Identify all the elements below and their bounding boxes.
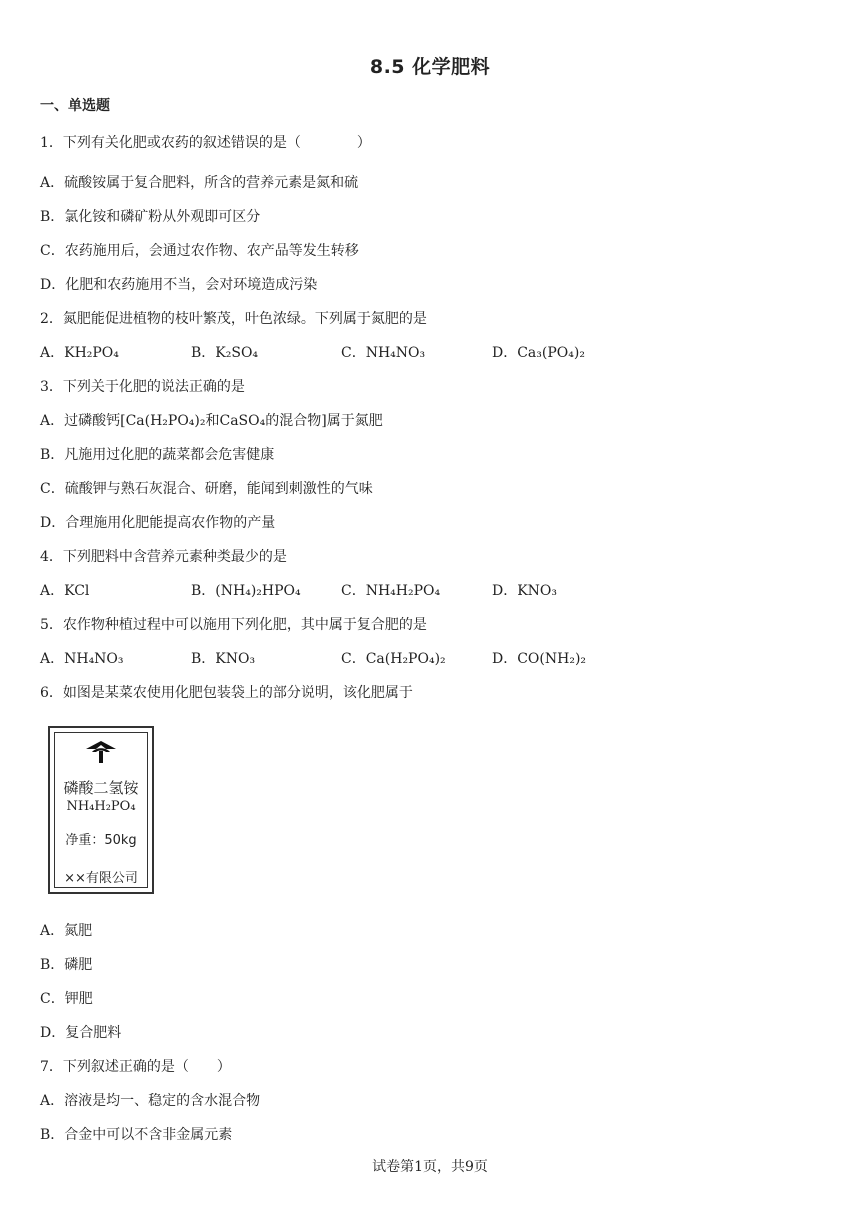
question-4-option-c: C．NH₄H₂PO₄ xyxy=(341,583,441,599)
question-5-option-a: A．NH₄NO₃ xyxy=(40,651,124,667)
question-3-option-a: A．过磷酸钙[Ca(H₂PO₄)₂和CaSO₄的混合物]属于氮肥 xyxy=(40,413,383,429)
question-1-option-d: D．化肥和农药施用不当，会对环境造成污染 xyxy=(40,277,318,293)
question-7-option-a: A．溶液是均一、稳定的含水混合物 xyxy=(40,1093,261,1109)
question-4-option-b: B．(NH₄)₂HPO₄ xyxy=(191,583,301,599)
fertilizer-label-image xyxy=(48,726,154,894)
question-3-option-b: B．凡施用过化肥的蔬菜都会危害健康 xyxy=(40,447,275,463)
label-product-name: 磷酸二氢铵 xyxy=(63,779,139,797)
section-heading: 一、单选题 xyxy=(40,98,110,114)
question-5-option-c: C．Ca(H₂PO₄)₂ xyxy=(341,651,446,667)
question-2-stem: 2．氮肥能促进植物的枝叶繁茂，叶色浓绿。下列属于氮肥的是 xyxy=(40,311,427,327)
question-7-option-b: B．合金中可以不含非金属元素 xyxy=(40,1127,233,1143)
question-6-option-c: C．钾肥 xyxy=(40,991,93,1007)
question-4-option-a: A．KCl xyxy=(40,583,90,599)
question-3-option-c: C．硫酸钾与熟石灰混合、研磨，能闻到刺激性的气味 xyxy=(40,481,373,497)
page-title: 8.5 化学肥料 xyxy=(369,56,491,78)
question-2-option-c: C．NH₄NO₃ xyxy=(341,345,426,361)
question-2-option-a: A．KH₂PO₄ xyxy=(40,345,119,361)
question-7-stem: 7．下列叙述正确的是（ ） xyxy=(40,1059,231,1075)
question-1-option-c: C．农药施用后，会通过农作物、农产品等发生转移 xyxy=(40,243,359,259)
question-4-option-d: D．KNO₃ xyxy=(492,583,558,599)
question-2-option-d: D．Ca₃(PO₄)₂ xyxy=(492,345,585,361)
question-1-option-b: B．氯化铵和磷矿粉从外观即可区分 xyxy=(40,209,261,225)
question-6-stem: 6．如图是某菜农使用化肥包装袋上的部分说明，该化肥属于 xyxy=(40,685,413,701)
question-1-option-a: A．硫酸铵属于复合肥料，所含的营养元素是氮和硫 xyxy=(40,175,359,191)
question-6-option-a: A．氮肥 xyxy=(40,923,93,939)
label-net-weight: 净重：50kg xyxy=(65,833,137,848)
question-3-stem: 3．下列关于化肥的说法正确的是 xyxy=(40,379,245,395)
label-formula: NH₄H₂PO₄ xyxy=(66,799,136,814)
question-5-stem: 5．农作物种植过程中可以施用下列化肥，其中属于复合肥的是 xyxy=(40,617,427,633)
question-5-option-b: B．KNO₃ xyxy=(191,651,256,667)
question-1-stem: 1．下列有关化肥或农药的叙述错误的是（ ） xyxy=(40,135,371,151)
question-6-option-b: B．磷肥 xyxy=(40,957,93,973)
question-5-option-d: D．CO(NH₂)₂ xyxy=(492,651,587,667)
page-footer: 试卷第1页，共9页 xyxy=(372,1159,488,1175)
label-company: ××有限公司 xyxy=(64,871,138,886)
plant-sprout-icon xyxy=(55,739,147,769)
question-4-stem: 4．下列肥料中含营养元素种类最少的是 xyxy=(40,549,287,565)
question-2-option-b: B．K₂SO₄ xyxy=(191,345,259,361)
question-6-option-d: D．复合肥料 xyxy=(40,1025,122,1041)
question-3-option-d: D．合理施用化肥能提高农作物的产量 xyxy=(40,515,276,531)
